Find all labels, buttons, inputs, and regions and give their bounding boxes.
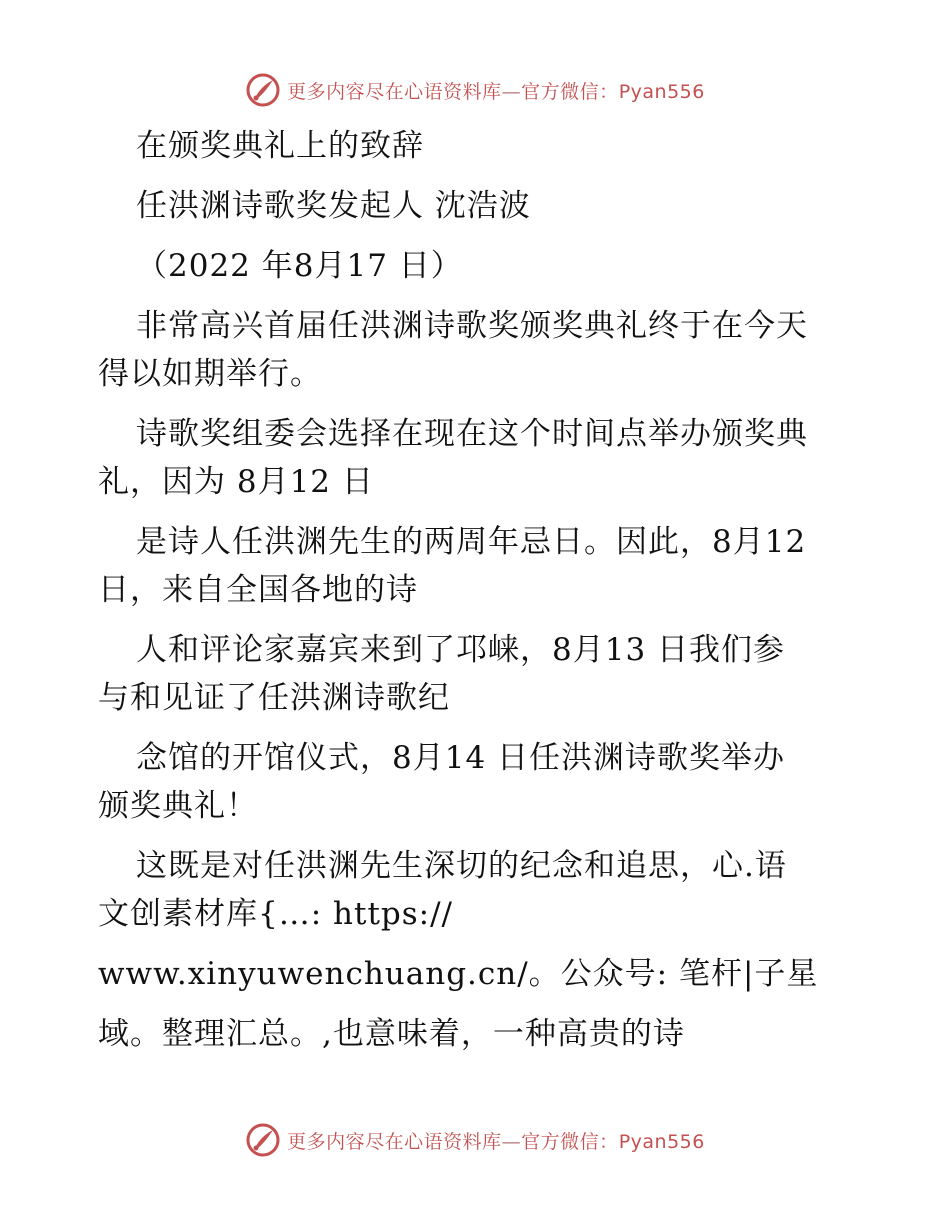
watermark-suffix: 官方微信：	[521, 1130, 619, 1153]
paragraph-line: 是诗人任洪渊先生的两周年忌日。因此，8月12	[136, 524, 807, 560]
paragraph-line: 非常高兴首届任洪渊诗歌奖颁奖典礼终于在今天	[136, 308, 808, 344]
paragraph-4	[98, 626, 858, 722]
footer-watermark	[0, 1120, 950, 1160]
paragraph-line: 域。整理汇总。,也意味着，一种高贵的诗	[98, 1016, 685, 1052]
paragraph-line: 颁奖典礼！	[98, 788, 258, 824]
watermark-wechat-id: Pyan556	[618, 80, 705, 103]
paragraph-line: 诗歌奖组委会选择在现在这个时间点举办颁奖典	[136, 416, 808, 452]
paragraph-2	[98, 410, 858, 506]
watermark-suffix: 官方微信：	[521, 80, 619, 103]
author-line: 任洪渊诗歌奖发起人 沈浩波	[136, 188, 531, 224]
paragraph-line: 礼，因为 8月12 日	[98, 464, 374, 500]
header-watermark	[0, 70, 950, 110]
watermark-separator: —	[501, 1130, 522, 1153]
watermark-slogan: 更多内容尽在心语资料库	[287, 1130, 502, 1153]
document-title: 在颁奖典礼上的致辞	[136, 128, 424, 164]
paragraph-6	[98, 842, 858, 1058]
watermark-text	[287, 77, 705, 104]
watermark-text	[287, 1127, 705, 1154]
document-body	[98, 122, 858, 1058]
paragraph-3	[98, 518, 858, 614]
paragraph-5	[98, 734, 858, 830]
paragraph-line: www.xinyuwenchuang.cn/。公众号: 笔杆|子星	[98, 956, 819, 992]
paragraph-line: 日，来自全国各地的诗	[98, 572, 418, 608]
paragraph-line: 得以如期举行。	[98, 356, 322, 392]
paragraph-line: 与和见证了任洪渊诗歌纪	[98, 680, 450, 716]
brush-logo-icon	[245, 1122, 281, 1158]
watermark-wechat-id: Pyan556	[618, 1130, 705, 1153]
brush-logo-icon	[245, 72, 281, 108]
watermark-slogan: 更多内容尽在心语资料库	[287, 80, 502, 103]
paragraph-line: 人和评论家嘉宾来到了邛崃，8月13 日我们参	[136, 632, 786, 668]
date-line: （2022 年8月17 日）	[136, 248, 463, 284]
watermark-separator: —	[501, 80, 522, 103]
paragraph-line: 念馆的开馆仪式，8月14 日任洪渊诗歌奖举办	[136, 740, 786, 776]
paragraph-line: 这既是对任洪渊先生深切的纪念和追思，心.语	[136, 848, 787, 884]
paragraph-1	[98, 302, 858, 398]
paragraph-line: 文创素材库{…: https://	[98, 896, 453, 932]
